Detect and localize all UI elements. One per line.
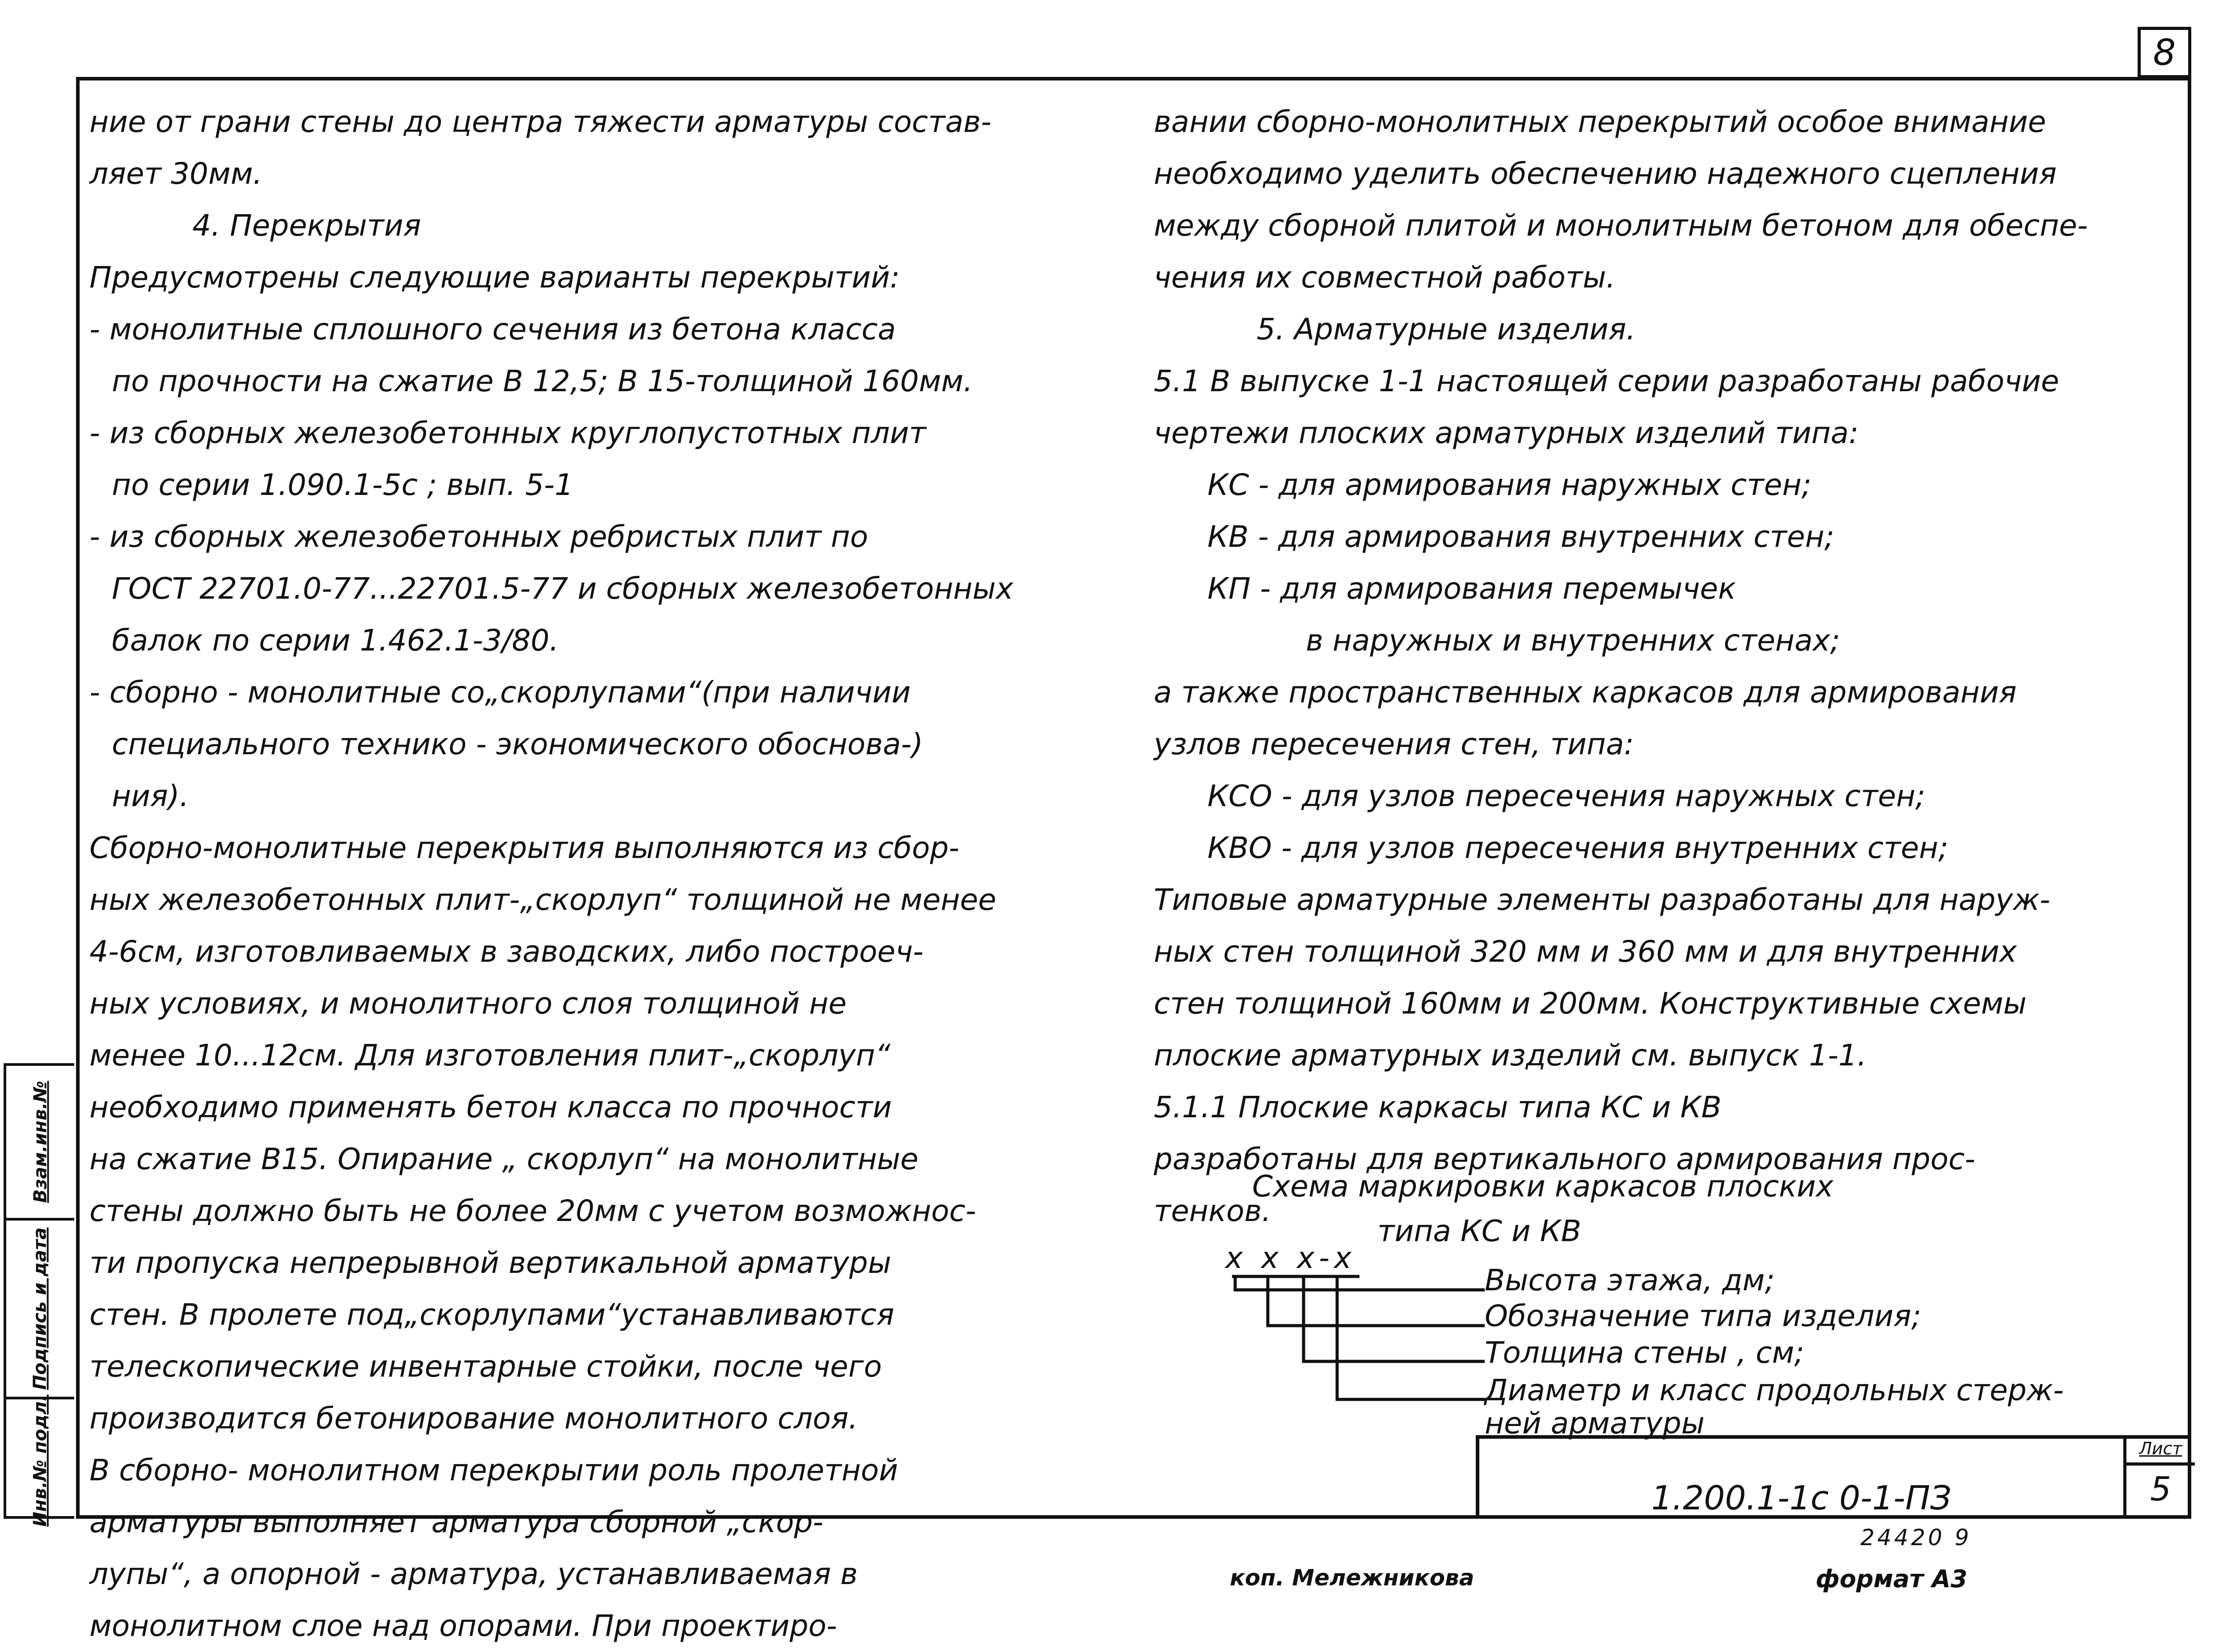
leader-line	[1337, 1276, 1485, 1399]
text-line: на сжатие В15. Опирание „ скорлуп“ на монолитные	[89, 1142, 919, 1176]
right-text-column	[1154, 96, 2164, 1237]
text-line: - из сборных железобетонных ребристых плит по	[89, 520, 868, 554]
text-line: узлов пересечения стен, типа:	[1154, 727, 1634, 761]
inventory-number: 24420 9	[1860, 1525, 1972, 1551]
side-stamp-replacement-label: Взам.инв.№	[30, 1081, 51, 1203]
text-line: КВО - для узлов пересечения внутренних стен;	[1207, 831, 1948, 865]
document-code: 1.200.1-1с 0-1-ПЗ	[1651, 1479, 1952, 1517]
scheme-label: Обозначение типа изделия;	[1485, 1299, 1922, 1333]
text-line: арматуры выполняет арматура сборной „скор-	[89, 1505, 824, 1539]
section-heading: 5. Арматурные изделия.	[1257, 312, 1636, 346]
scheme-label: ней арматуры	[1485, 1406, 1705, 1441]
text-line: Предусмотрены следующие варианты перекрытий:	[89, 260, 900, 295]
scheme-label: Толщина стены , см;	[1485, 1335, 1804, 1370]
text-line: ГОСТ 22701.0-77...22701.5-77 и сборных железобетонных	[112, 571, 1013, 606]
scheme-label: Высота этажа, дм;	[1485, 1263, 1775, 1297]
text-line: ляет 30мм.	[89, 156, 263, 191]
text-line: КВ - для армирования внутренних стен;	[1207, 520, 1834, 554]
text-line: специального технико - экономического обоснова-)	[112, 727, 923, 761]
text-line: стены должно быть не более 20мм с учетом возможнос-	[89, 1194, 976, 1228]
text-line: чения их совместной работы.	[1154, 260, 1616, 295]
text-line: стен. В пролете под„скорлупами“устанавливаются	[89, 1297, 894, 1332]
text-line: необходимо уделить обеспечению надежного сцепления	[1154, 156, 2057, 191]
text-line: вании сборно-монолитных перекрытий особое внимание	[1154, 105, 2046, 139]
section-heading: 4. Перекрытия	[192, 208, 421, 243]
side-stamp-signature-label: Подпись и дата	[30, 1227, 51, 1390]
text-line: тенков.	[1154, 1194, 1271, 1228]
text-line: в наружных и внутренних стенах;	[1306, 623, 1840, 658]
text-line: 4-6см, изготовливаемых в заводских, либо построеч-	[89, 934, 924, 969]
scheme-subtitle: типа КС и КВ	[1377, 1214, 1581, 1248]
text-line: - из сборных железобетонных круглопустотных плит	[89, 416, 927, 450]
text-line: по прочности на сжатие В 12,5; В 15-толщиной 160мм.	[112, 364, 973, 398]
title-block	[1476, 1435, 2191, 1519]
leader-line	[1268, 1276, 1485, 1326]
scheme-mark-pattern: х х х-х	[1225, 1241, 1356, 1275]
text-line: разработаны для вертикального армирования прос-	[1154, 1142, 1976, 1176]
scheme-label: Диаметр и класс продольных стерж-	[1485, 1373, 2064, 1407]
text-line: чертежи плоских арматурных изделий типа:	[1154, 416, 1859, 450]
left-text-column	[89, 96, 1109, 1652]
scheme-title: Схема маркировки каркасов плоских	[1252, 1169, 1834, 1204]
text-line: КП - для армирования перемычек	[1207, 571, 1736, 606]
page-number: 8	[2138, 27, 2191, 78]
text-line: - монолитные сплошного сечения из бетона класса	[89, 312, 896, 346]
text-line: Сборно-монолитные перекрытия выполняются из сбор-	[89, 831, 960, 865]
side-stamp	[4, 1063, 74, 1527]
leader-line	[1235, 1276, 1485, 1290]
text-line: телескопические инвентарные стойки, после чего	[89, 1349, 882, 1384]
text-line: плоские арматурных изделий см. выпуск 1-1.	[1154, 1038, 1867, 1073]
text-line: ти пропуска непрерывной вертикальной арматуры	[89, 1246, 891, 1280]
side-stamp-inventory-label: Инв.№ подл.	[30, 1394, 51, 1527]
text-line: монолитном слое над опорами. При проектиро-	[89, 1609, 837, 1643]
format-label: формат А3	[1816, 1565, 1968, 1593]
text-line: ние от грани стены до центра тяжести арматуры состав-	[89, 105, 991, 139]
sheet-cell	[2123, 1439, 2195, 1519]
copied-by: коп. Мележникова	[1230, 1565, 1474, 1591]
text-line: ных железобетонных плит-„скорлуп“ толщиной не менее	[89, 883, 996, 917]
text-line: лупы“, а опорной - арматура, устанавливаемая в	[89, 1557, 858, 1591]
sheet-label: Лист	[2126, 1439, 2195, 1466]
text-line: ных стен толщиной 320 мм и 360 мм и для внутренних	[1154, 934, 2017, 969]
side-stamp-signature	[6, 1218, 74, 1397]
text-line: по серии 1.090.1-5с ; вып. 5-1	[112, 468, 574, 502]
text-line: КС - для армирования наружных стен;	[1207, 468, 1812, 502]
text-line: 5.1.1 Плоские каркасы типа КС и КВ	[1154, 1090, 1722, 1124]
text-line: 5.1 В выпуске 1-1 настоящей серии разработаны рабочие	[1154, 364, 2059, 398]
side-stamp-inventory	[6, 1394, 74, 1527]
sheet-number: 5	[2150, 1470, 2172, 1508]
text-line: стен толщиной 160мм и 200мм. Конструктивные схемы	[1154, 986, 2027, 1021]
text-line: Типовые арматурные элементы разработаны для наруж-	[1154, 883, 2050, 917]
text-line: ния).	[112, 779, 189, 813]
side-stamp-replacement	[6, 1066, 74, 1218]
text-line: ных условиях, и монолитного слоя толщиной не	[89, 986, 847, 1021]
marking-scheme	[1225, 1169, 2191, 1455]
text-line: менее 10...12см. Для изготовления плит-„скорлуп“	[89, 1038, 891, 1073]
text-line: между сборной плитой и монолитным бетоном для обеспе-	[1154, 208, 2088, 243]
text-line: КСО - для узлов пересечения наружных стен;	[1207, 779, 1926, 813]
text-line: необходимо применять бетон класса по прочности	[89, 1090, 892, 1124]
text-line: - сборно - монолитные со„скорлупами“(при наличии	[89, 675, 911, 710]
text-line: балок по серии 1.462.1-3/80.	[112, 623, 559, 658]
text-line: а также пространственных каркасов для армирования	[1154, 675, 2017, 710]
text-line: производится бетонирование монолитного слоя.	[89, 1401, 858, 1436]
text-line: В сборно- монолитном перекрытии роль пролетной	[89, 1453, 898, 1487]
